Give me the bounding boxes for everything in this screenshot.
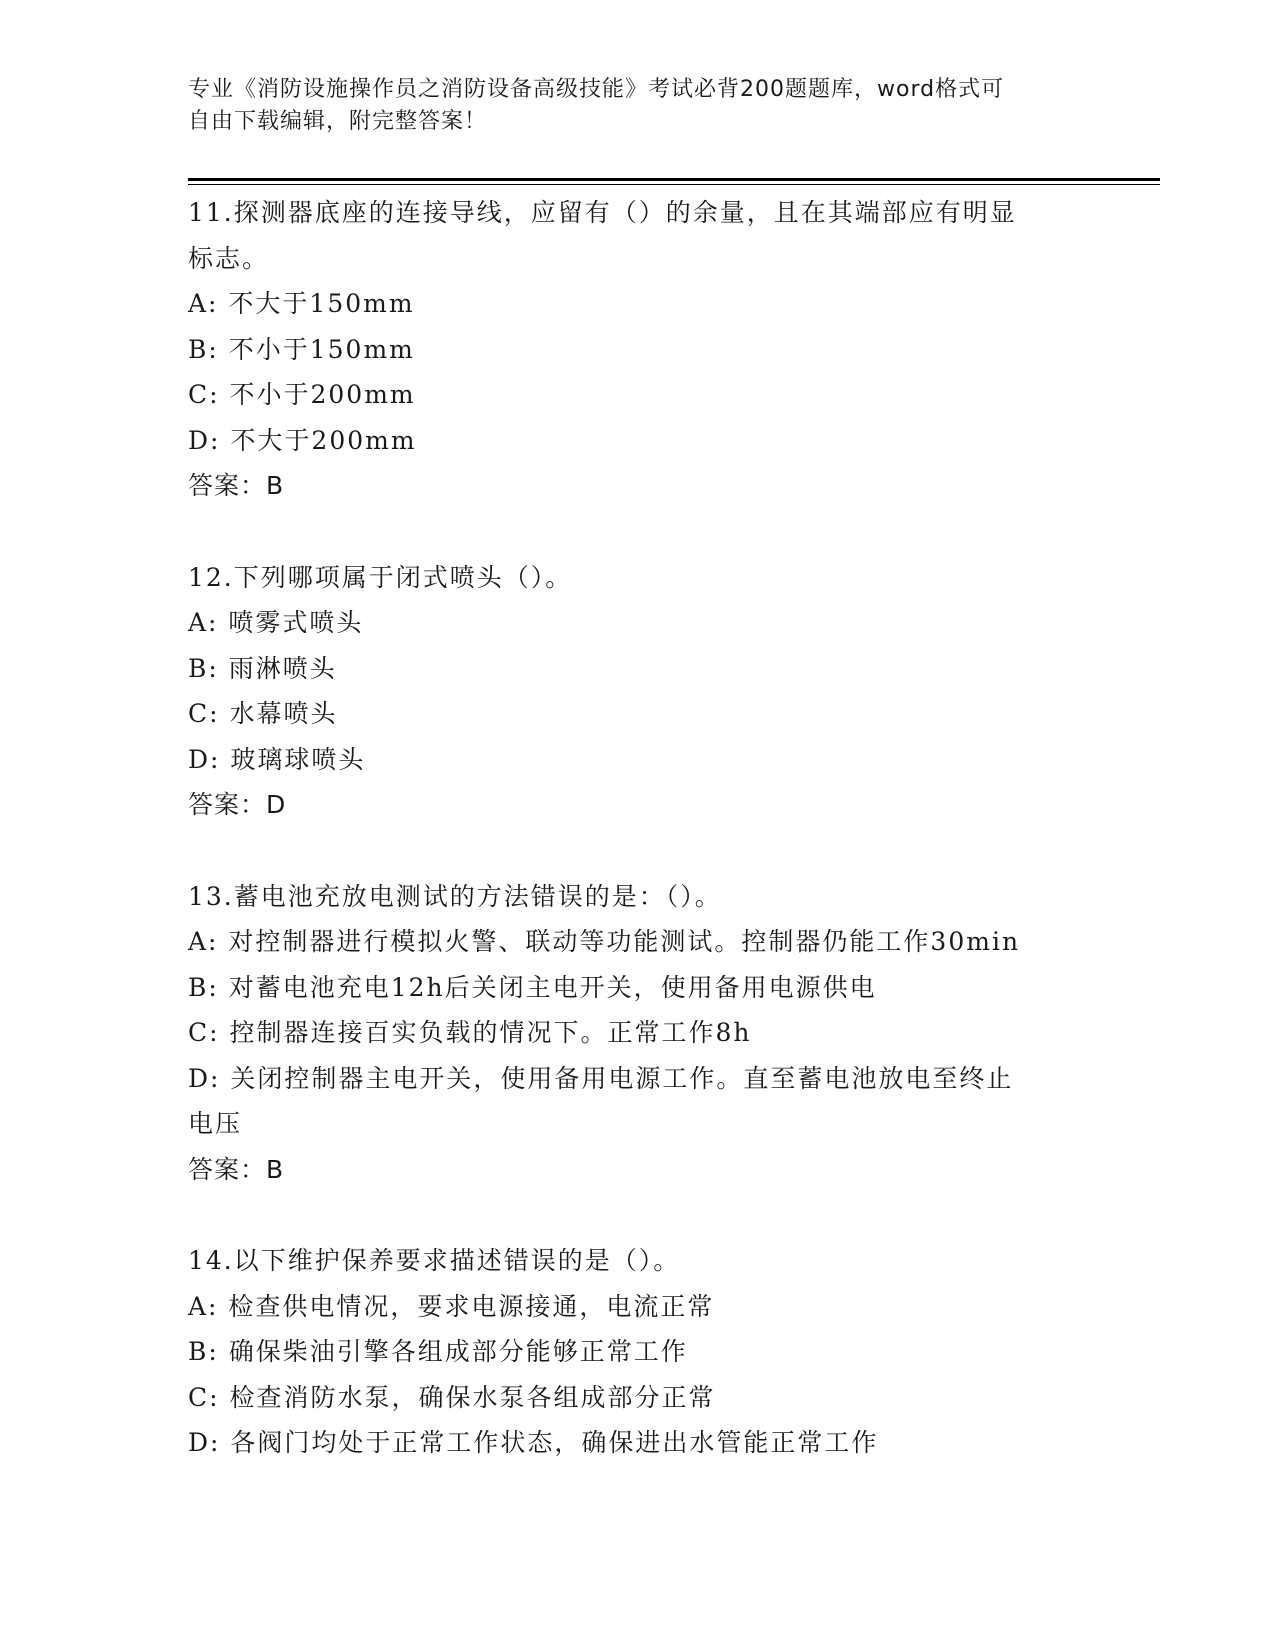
question-13 <box>188 874 1088 1193</box>
question-stem: 14.以下维护保养要求描述错误的是（）。 <box>188 1246 681 1275</box>
question-stem-continued: 标志。 <box>188 243 270 273</box>
question-stem: 12.下列哪项属于闭式喷头（）。 <box>188 562 573 592</box>
option-b: B: 对蓄电池充电12h后关闭主电开关，使用备用电源供电 <box>188 972 877 1002</box>
option-d: D: 各阀门均处于正常工作状态，确保进出水管能正常工作 <box>188 1428 879 1457</box>
option-a: A: 检查供电情况，要求电源接通，电流正常 <box>188 1291 715 1321</box>
option-a: A: 对控制器进行模拟火警、联动等功能测试。控制器仍能工作30min <box>188 927 1021 956</box>
header-rule-thin <box>188 184 1160 185</box>
option-c: C: 水幕喷头 <box>188 699 338 728</box>
option-c: C: 检查消防水泵，确保水泵各组成部分正常 <box>188 1382 716 1412</box>
answer-line: 答案：B <box>188 1154 285 1184</box>
option-c: C: 控制器连接百实负载的情况下。正常工作8h <box>188 1018 752 1047</box>
question-list <box>188 190 1088 1512</box>
option-d: D: 玻璃球喷头 <box>188 744 366 774</box>
option-a: A: 喷雾式喷头 <box>188 608 364 637</box>
answer-line: 答案：D <box>188 790 287 819</box>
option-c: C: 不小于200mm <box>188 380 416 409</box>
option-b: B: 雨淋喷头 <box>188 653 337 683</box>
option-d-continued: 电压 <box>188 1109 243 1138</box>
option-b: B: 确保柴油引擎各组成部分能够正常工作 <box>188 1337 688 1366</box>
option-d: D: 关闭控制器主电开关，使用备用电源工作。直至蓄电池放电至终止 <box>188 1063 1014 1093</box>
question-14 <box>188 1238 1088 1466</box>
question-stem: 13.蓄电池充放电测试的方法错误的是：（）。 <box>188 881 722 911</box>
question-stem: 11.探测器底座的连接导线，应留有（）的余量，且在其端部应有明显 <box>188 198 1017 227</box>
header-line-2: 自由下载编辑，附完整答案！ <box>188 109 488 134</box>
option-b: B: 不小于150mm <box>188 334 415 364</box>
question-11 <box>188 190 1088 509</box>
answer-line: 答案：B <box>188 471 285 500</box>
header-rule-thick <box>188 178 1160 181</box>
option-d: D: 不大于200mm <box>188 425 417 455</box>
document-header <box>188 74 1068 138</box>
option-a: A: 不大于150mm <box>188 289 415 318</box>
header-line-1: 专业《消防设施操作员之消防设备高级技能》考试必背200题题库，word格式可 <box>188 77 1005 102</box>
question-12 <box>188 555 1088 828</box>
